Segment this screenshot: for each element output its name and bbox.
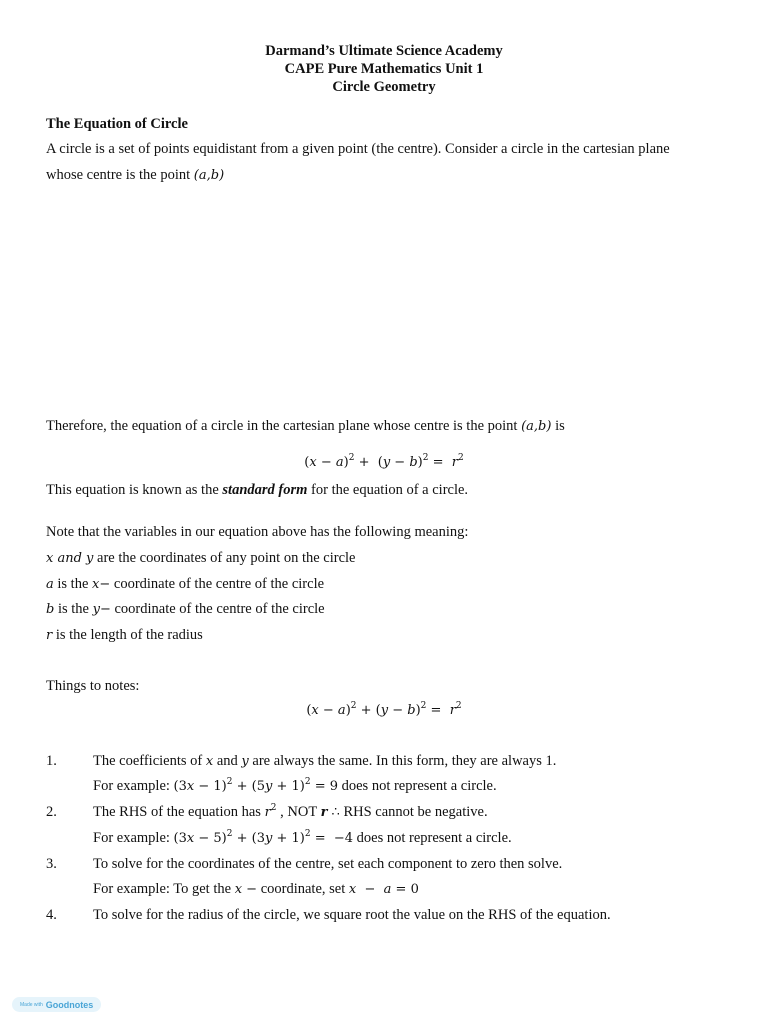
goodnotes-badge <box>12 997 101 1012</box>
item2-text-b: , NOT <box>276 804 321 820</box>
item2-example-equation: $(3x - 5)^2 + (3y + 1)^2 = -4$ <box>173 829 354 846</box>
list-item-4: To solve for the radius of the circle, we square root the value on the RHS of the equation. <box>93 907 611 923</box>
intro-line-2 <box>46 167 224 184</box>
a-math: a <box>46 577 54 592</box>
item3-ex-prefix: For example: To get the <box>93 881 235 897</box>
b-y-math: y− <box>92 602 111 617</box>
centre-point-math: (a,b) <box>193 168 225 183</box>
item1-ex-suffix: does not represent a circle. <box>338 778 497 794</box>
xy-text: are the coordinates of any point on the circle <box>93 550 356 566</box>
note-b <box>46 601 325 618</box>
list-item-1 <box>93 753 556 770</box>
therefore-math: (a,b) <box>521 419 552 434</box>
b-math: b <box>46 602 55 617</box>
header-line-2: CAPE Pure Mathematics Unit 1 <box>284 61 484 77</box>
b-text: is the <box>54 601 93 617</box>
standard-form-line <box>46 482 468 499</box>
item3-equation: x − a = 0 <box>348 882 419 897</box>
xy-math: x and y <box>46 551 94 566</box>
badge-brand-text: Goodnotes <box>45 999 94 1010</box>
intro-line-1: A circle is a set of points equidistant from a given point (the centre). Consider a circle in the cartesian plane <box>46 141 670 157</box>
list-number-4: 4. <box>46 907 57 923</box>
item1-ex-prefix: For example: <box>93 778 174 794</box>
note-r <box>46 627 203 644</box>
item1-text-c: are always the same. In this form, they are always 1. <box>248 753 557 769</box>
list-item-1-example <box>93 778 497 795</box>
list-item-3-example <box>93 881 419 898</box>
a-text-2: coordinate of the centre of the circle <box>110 576 325 592</box>
a-text: is the <box>53 576 93 592</box>
item1-x: x <box>205 754 214 769</box>
item2-r-bold: r <box>320 805 328 820</box>
therefore-text: Therefore, the equation of a circle in the cartesian plane whose centre is the point <box>46 418 522 434</box>
therefore-line <box>46 418 565 435</box>
header-line-1: Darmand’s Ultimate Science Academy <box>265 43 503 59</box>
standard-prefix: This equation is known as the <box>46 482 223 498</box>
intro-text: whose centre is the point <box>46 167 194 183</box>
notes-intro: Note that the variables in our equation above has the following meaning: <box>46 524 469 540</box>
item3-ex-mid: coordinate, set <box>257 881 349 897</box>
things-equation: $(x - a)^2 + (y - b)^2 = r^2$ <box>306 701 462 718</box>
note-xy <box>46 550 356 567</box>
item2-text-c: RHS cannot be negative. <box>339 804 488 820</box>
item1-y: y <box>241 754 249 769</box>
item3-x-math: x − <box>234 882 258 897</box>
section-title: The Equation of Circle <box>46 116 188 132</box>
list-item-2-example <box>93 830 512 847</box>
note-a <box>46 576 324 593</box>
item2-text-a: The RHS of the equation has <box>93 804 265 820</box>
r-math: r <box>46 628 53 643</box>
item2-ex-prefix: For example: <box>93 830 174 846</box>
list-item-3: To solve for the coordinates of the centre, set each component to zero then solve. <box>93 856 563 872</box>
r-text: is the length of the radius <box>52 627 203 643</box>
item2-r-squared: $r^2$ <box>264 803 277 820</box>
item1-text-a: The coefficients of <box>93 753 206 769</box>
list-number-3: 3. <box>46 856 57 872</box>
list-number-1: 1. <box>46 753 57 769</box>
badge-small-text: Made with <box>20 1001 43 1008</box>
list-item-2 <box>93 804 488 821</box>
list-number-2: 2. <box>46 804 57 820</box>
standard-form-emphasis: standard form <box>222 482 308 498</box>
standard-equation: $(x - a)^2 + (y - b)^2 = r^2$ <box>304 453 464 470</box>
things-title: Things to notes: <box>46 678 140 694</box>
item1-example-equation: $(3x - 1)^2 + (5y + 1)^2 = 9$ <box>173 777 338 794</box>
header-line-3: Circle Geometry <box>332 79 436 95</box>
a-x-math: x− <box>92 577 111 592</box>
therefore-suffix: is <box>551 418 565 434</box>
standard-suffix: for the equation of a circle. <box>307 482 469 498</box>
b-text-2: coordinate of the centre of the circle <box>110 601 325 617</box>
therefore-symbol: ∴ <box>327 805 340 820</box>
item1-text-b: and <box>213 753 242 769</box>
item2-ex-suffix: does not represent a circle. <box>353 830 512 846</box>
